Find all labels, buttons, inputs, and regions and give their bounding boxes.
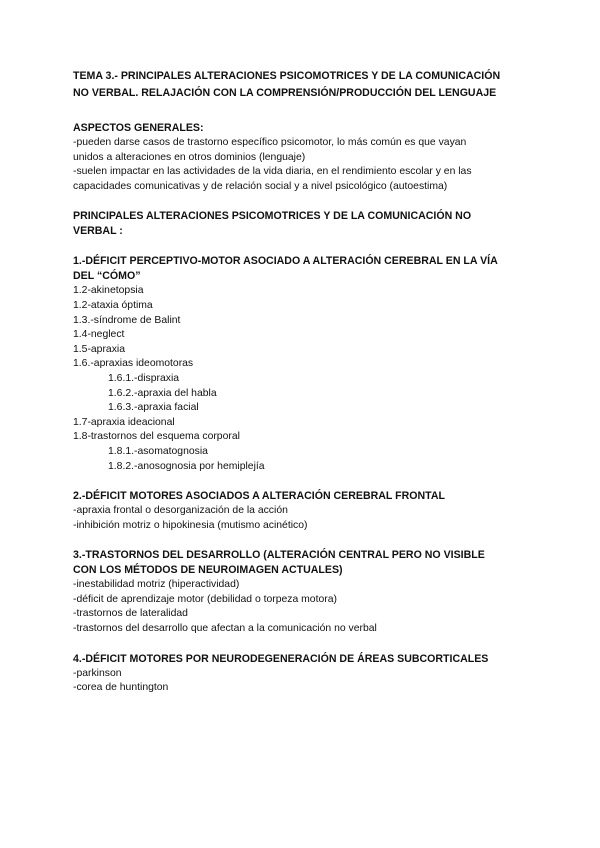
section-1-item: 1.2-akinetopsia <box>73 285 144 297</box>
document-title-line-1: TEMA 3.- PRINCIPALES ALTERACIONES PSICOMOTRICES Y DE LA COMUNICACIÓN <box>73 70 501 82</box>
section-3-item: -trastornos de lateralidad <box>73 608 188 620</box>
section-1-item: 1.5-apraxia <box>73 343 125 355</box>
section-1-subitem: 1.6.1.-dispraxia <box>108 372 180 384</box>
document-title-line-2: NO VERBAL. RELAJACIÓN CON LA COMPRENSIÓN/PRODUCCIÓN DEL LENGUAJE <box>73 87 497 99</box>
section-2-item: -inhibición motriz o hipokinesia (mutismo acinético) <box>73 519 308 531</box>
section-1-item: 1.7-apraxia ideacional <box>73 416 175 428</box>
aspectos-line: -pueden darse casos de trastorno específico psicomotor, lo más común es que vayan <box>73 137 467 148</box>
section-1-item: 1.6.-apraxias ideomotoras <box>73 358 194 370</box>
section-3-heading-line-2: CON LOS MÉTODOS DE NEUROIMAGEN ACTUALES) <box>73 564 343 577</box>
section-1-item: 1.2-ataxia óptima <box>73 299 153 311</box>
section-2-heading: 2.-DÉFICIT MOTORES ASOCIADOS A ALTERACIÓN CEREBRAL FRONTAL <box>73 490 445 503</box>
section-1-heading-line-1: 1.-DÉFICIT PERCEPTIVO-MOTOR ASOCIADO A ALTERACIÓN CEREBRAL EN LA VÍA <box>73 255 498 268</box>
section-1-item: 1.8-trastornos del esquema corporal <box>73 431 240 443</box>
document-page <box>73 68 533 696</box>
aspectos-heading: ASPECTOS GENERALES: <box>73 122 204 134</box>
section-1-heading-line-2: DEL “CÓMO” <box>73 270 141 283</box>
section-1-subitem: 1.6.3.-apraxia facial <box>108 402 199 414</box>
section-3-item: -inestabilidad motriz (hiperactividad) <box>73 579 240 591</box>
section-4-item: -parkinson <box>73 667 122 679</box>
section-1-subitem: 1.8.1.-asomatognosia <box>108 445 208 457</box>
aspectos-line: capacidades comunicativas y de relación social y a nivel psicológico (autoestima) <box>73 180 448 192</box>
section-4-item: -corea de huntington <box>73 682 169 694</box>
section-1-subitem: 1.6.2.-apraxia del habla <box>108 387 217 399</box>
section-3-item: -déficit de aprendizaje motor (debilidad o torpeza motora) <box>73 593 337 605</box>
section-4-heading: 4.-DÉFICIT MOTORES POR NEURODEGENERACIÓN DE ÁREAS SUBCORTICALES <box>73 652 489 665</box>
principales-heading-line-1: PRINCIPALES ALTERACIONES PSICOMOTRICES Y DE LA COMUNICACIÓN NO <box>73 210 472 223</box>
section-2-item: -apraxia frontal o desorganización de la acción <box>73 505 288 517</box>
section-1-item: 1.4-neglect <box>73 329 125 341</box>
section-3-item: -trastornos del desarrollo que afectan a la comunicación no verbal <box>73 623 377 635</box>
section-3-heading-line-1: 3.-TRASTORNOS DEL DESARROLLO (ALTERACIÓN CENTRAL PERO NO VISIBLE <box>73 549 485 562</box>
principales-heading-line-2: VERBAL : <box>73 225 123 238</box>
section-1-subitem: 1.8.2.-anosognosia por hemiplejía <box>108 460 265 472</box>
aspectos-line: unidos a alteraciones en otros dominios (lenguaje) <box>73 151 306 163</box>
section-1-item: 1.3.-síndrome de Balint <box>73 314 181 326</box>
aspectos-line: -suelen impactar en las actividades de la vida diaria, en el rendimiento escolar y en las <box>73 166 472 178</box>
